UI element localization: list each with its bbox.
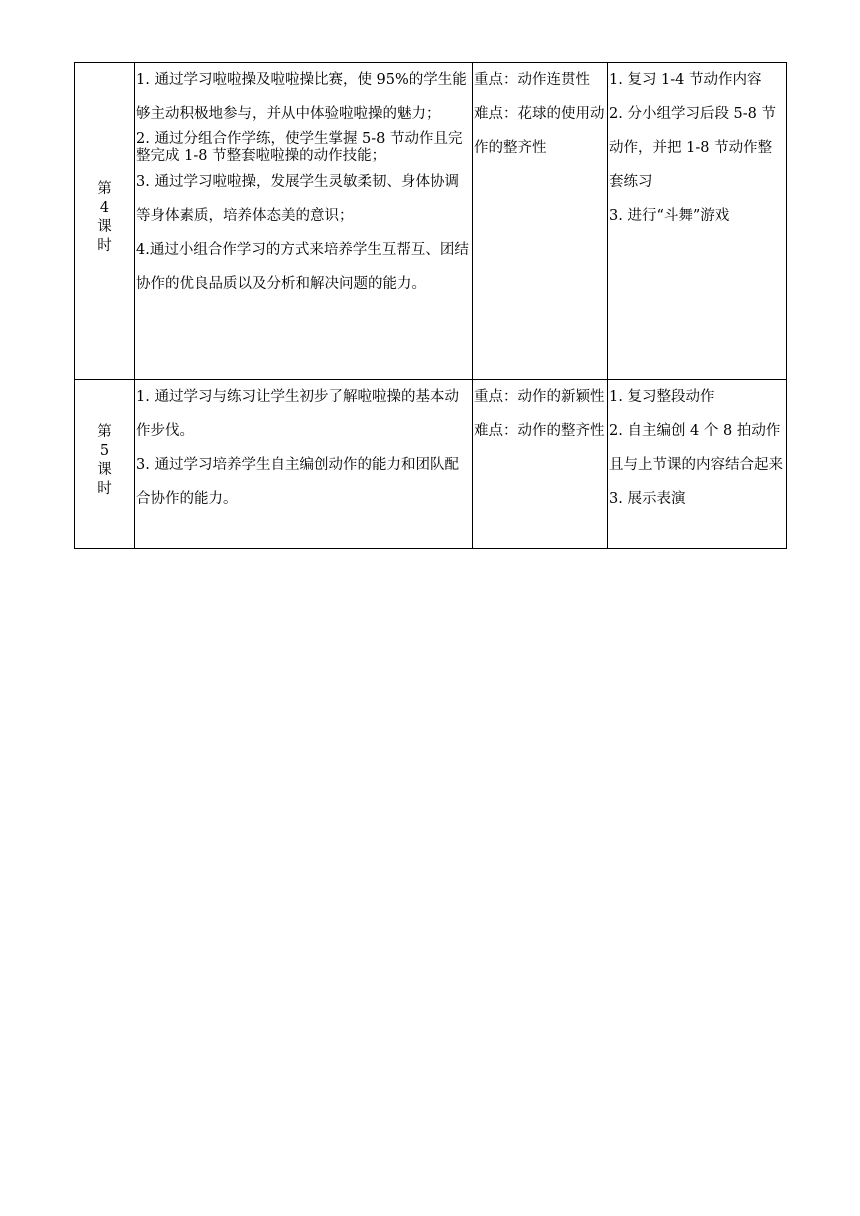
focus-item: 重点：动作连贯性 <box>474 72 590 88</box>
focus-cell <box>473 380 608 549</box>
objective-item: 1. 通过学习啦啦操及啦啦操比赛，使 95%的学生能够主动积极地参与，并从中体验啦啦操的魅力； <box>136 72 467 122</box>
table-row-lesson-5 <box>75 380 787 549</box>
lesson-label: 第4课时 <box>97 180 112 254</box>
content-item: 2. 分小组学习后段 5-8 节动作，并把 1-8 节动作整套练习 <box>609 106 777 190</box>
lesson-label: 第5课时 <box>97 423 112 497</box>
content-item: 3. 展示表演 <box>609 491 686 507</box>
objective-item: 4.通过小组合作学习的方式来培养学生互帮互、团结协作的优良品质以及分析和解决问题的能力。 <box>136 242 469 292</box>
focus-item: 重点：动作的新颖性 <box>474 389 605 405</box>
lesson-plan-table <box>74 62 787 549</box>
lesson-cell <box>75 63 135 380</box>
objective-item: 1. 通过学习与练习让学生初步了解啦啦操的基本动作步伐。 <box>136 389 459 439</box>
lesson-cell <box>75 380 135 549</box>
objective-item: 2. 通过分组合作学练，使学生掌握 5-8 节动作且完整完成 1-8 节整套啦啦操的动作技能； <box>136 131 463 164</box>
table-row-lesson-4 <box>75 63 787 380</box>
objective-item: 3. 通过学习培养学生自主编创动作的能力和团队配合协作的能力。 <box>136 457 459 507</box>
content-item: 3. 进行“斗舞”游戏 <box>609 208 730 224</box>
focus-item: 难点：动作的整齐性 <box>474 423 605 439</box>
focus-cell <box>473 63 608 380</box>
content-cell <box>608 380 787 549</box>
focus-item: 难点：花球的使用动作的整齐性 <box>474 106 605 156</box>
objectives-cell <box>135 63 473 380</box>
objectives-cell <box>135 380 473 549</box>
content-cell <box>608 63 787 380</box>
content-item: 1. 复习 1-4 节动作内容 <box>609 72 762 88</box>
content-item: 1. 复习整段动作 <box>609 389 715 405</box>
content-item: 2. 自主编创 4 个 8 拍动作且与上节课的内容结合起来 <box>609 423 783 473</box>
objective-item: 3. 通过学习啦啦操，发展学生灵敏柔韧、身体协调等身体素质，培养体态美的意识； <box>136 174 459 224</box>
